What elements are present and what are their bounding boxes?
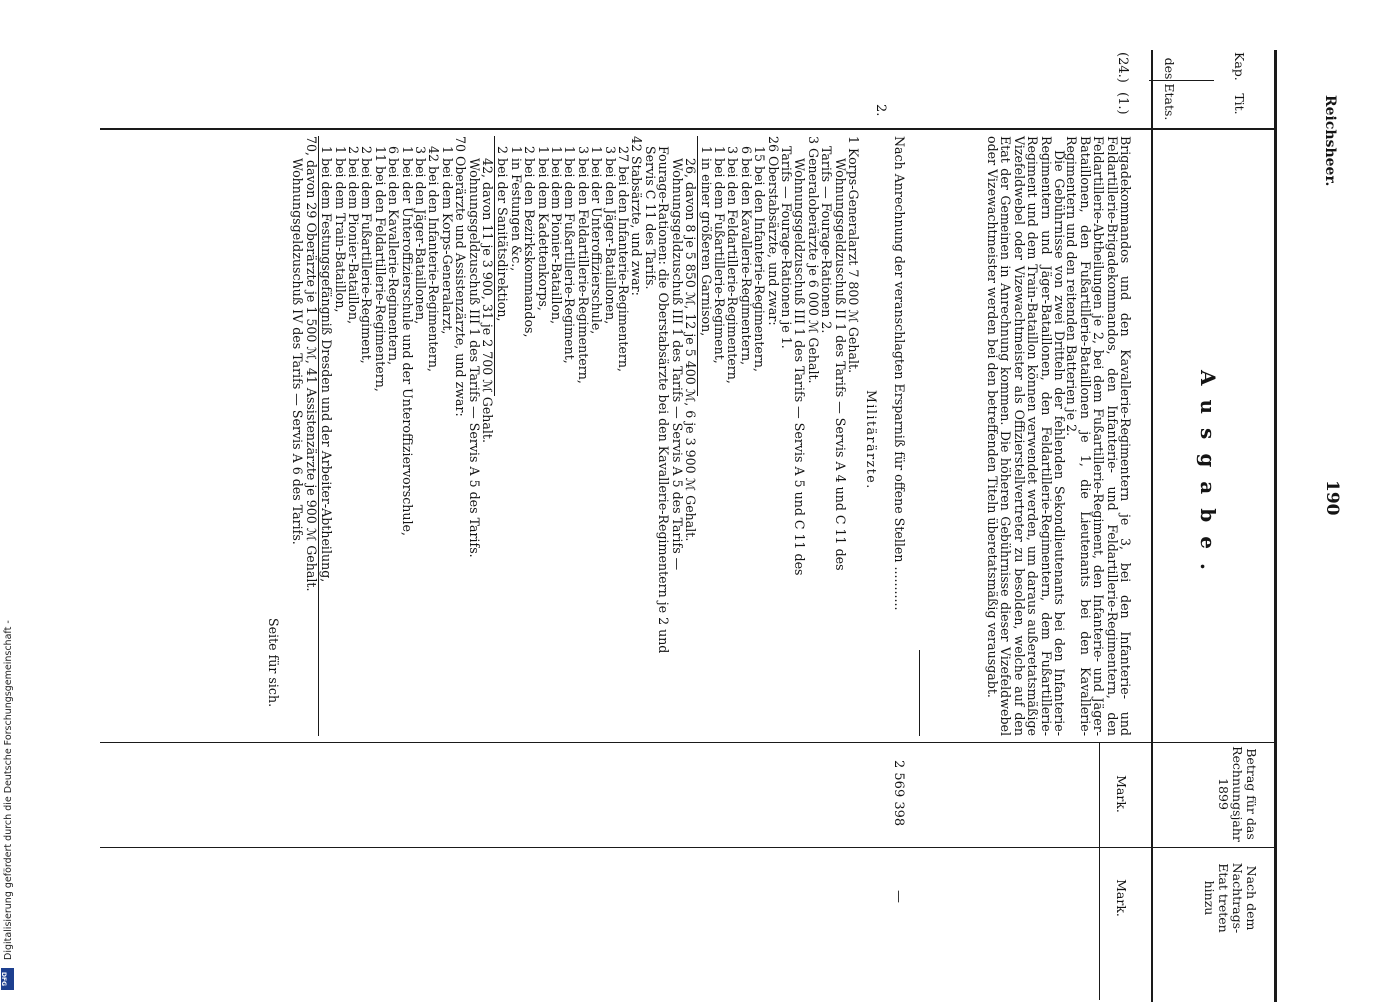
list-item: 26, davon 8 je 5 850 ℳ, 12 je 5 400 ℳ, 6 je 3 900 ℳ Gehalt. [683, 158, 699, 542]
list-item: 3 bei den Feldartillerie-Regimentern, [575, 146, 591, 384]
list-item: Tarifs — Fourage-Rationen je 1. [778, 146, 794, 349]
list-item: 3 bei den Jäger-Bataillonen, [413, 146, 428, 325]
betrag-column-rule [100, 742, 1275, 743]
intro-paragraph-1: Brigadekommandos und den Kavallerie-Regimentern je 3, bei den Infanterie- und Feldartillerie-Brigadekommandos, den Infanterie- und Feldartillerie-Regimentern, den Feldartillerie-Abtheilungen je 2, bei dem Fußartillerie-Regiment, den Infanterie- und Jäger-Bataillonen, den Fußartillerie-Bataillonen je 1, die Lieutenants bei den Kavallerie-Regimentern und den reitenden Batterien je 2. [1064, 136, 1133, 736]
list-item: 27 bei den Infanterie-Regimentern, [616, 146, 632, 373]
list-item: Fourage-Rationen: die Oberstabsärzte bei den Kavallerie-Regimentern je 2 und [656, 146, 672, 654]
militaeraerzte-heading: Militärärzte. [864, 390, 879, 490]
ersparnis-line: Nach Anrechnung der veranschlagten Ersparniß für offene Stellen ........... [892, 136, 907, 611]
column-betrag-header: Betrag für das Rechnungsjahr 1899 [1216, 746, 1259, 842]
tit-label: Tit. [1232, 93, 1247, 115]
header-bottom-rule [1151, 50, 1153, 1002]
list-item: 1 bei dem Korps-Generalarzt, [439, 146, 455, 335]
list-item: Wohnungsgeldzuschuß III 1 des Tarifs — Servis A 5 des Tarifs — [669, 158, 685, 571]
list-item: 3 Generaloberärzte je 6 000 ℳ Gehalt. [805, 136, 821, 384]
section-title: Ausgabe. [1196, 370, 1220, 584]
column-nachtrag-header: Nach dem Nachtrags-Etat treten hinzu [1202, 862, 1259, 934]
list-item: 1 bei dem Train-Bataillon, [332, 146, 348, 313]
militaeraerzte-list [291, 136, 860, 736]
digitization-strip [0, 600, 14, 1000]
ersparnis-amount: 2 569 398 [891, 760, 906, 827]
kap-tit-divider [1149, 80, 1214, 81]
list-item: 42 Stabsärzte, und zwar: [629, 136, 645, 296]
des-etats-label: des Etats. [1162, 57, 1177, 121]
list-item: 1 Korps-Generalarzt 7 800 ℳ Gehalt. [846, 136, 861, 374]
list-item: 70, davon 29 Oberärzte je 1 500 ℳ, 41 Assistenzärzte je 900 ℳ Gehalt. [303, 136, 319, 592]
list-item: 1 in Festungen &c., [508, 146, 524, 272]
list-item: 1 bei der Unteroffizierschule, [589, 146, 605, 335]
list-item: 1 in einer größeren Garnison, [697, 136, 712, 396]
ersparnis-nachtrag: — [891, 890, 906, 903]
list-item: 11 bei den Feldartillerie-Regimentern, [372, 146, 388, 392]
digitization-note: Digitalisierung gefördert durch die Deutsche Forschungsgemeinschaft - [3, 620, 14, 960]
list-item: 2 bei der Sanitätsdirektion, [494, 136, 509, 396]
list-item: 15 bei den Infanterie-Regimentern, [752, 146, 768, 373]
list-item: 6 bei den Kavallerie-Regimentern, [386, 146, 402, 366]
list-item: 2 bei den Bezirkskommandos, [522, 146, 538, 338]
mark-units-rule [1099, 742, 1100, 1000]
list-item: 1 bei dem Kadettenkorps, [535, 146, 551, 311]
list-item: 1 bei der Unteroffizierschule und der Unteroffiziervorschule, [399, 146, 415, 536]
list-item: Wohnungsgeldzuschuß III 1 des Tarifs — Servis A 5 und C 11 des [792, 158, 808, 576]
list-item: 70 Oberärzte und Assistenzärzte, und zwar: [453, 136, 469, 417]
running-head: Reichsheer. [1322, 95, 1338, 187]
list-item: 1 bei dem Festungsgefängniß Dresden und der Arbeiter-Abtheilung, [318, 136, 333, 736]
kap-value: (24.) [1115, 52, 1130, 83]
list-item: Wohnungsgeldzuschuß III 1 des Tarifs — Servis A 5 des Tarifs. [466, 158, 482, 558]
list-item: 2 bei dem Pionier-Bataillon, [345, 146, 361, 325]
left-column-rule [100, 128, 1275, 130]
kap-label: Kap. [1232, 52, 1247, 81]
list-item: 1 bei dem Pionier-Bataillon, [549, 146, 565, 325]
top-rule [1275, 50, 1278, 1002]
list-item: 1 bei dem Fußartillerie-Regiment, [562, 146, 578, 364]
list-item: 42 bei den Infanterie-Regimentern, [426, 146, 442, 373]
list-item: Tarifs — Fourage-Rationen 2. [819, 146, 835, 334]
list-item: Wohnungsgeldzuschuß IV des Tarifs — Servis A 6 des Tarifs. [290, 158, 306, 545]
catchword: Seite für sich. [266, 618, 281, 708]
list-item: 2 bei dem Fußartillerie-Regiment, [359, 146, 375, 364]
dfg-logo: DFG [1, 968, 14, 990]
column-nachtrag-unit: Mark. [1114, 879, 1129, 917]
nachtrag-column-rule [100, 847, 1275, 848]
tit-value: (1.) [1115, 92, 1130, 115]
list-item: Wohnungsgeldzuschuß II 1 des Tarifs — Servis A 4 und C 11 des [832, 158, 848, 571]
column-betrag-unit: Mark. [1114, 775, 1129, 813]
list-item: 42, davon 11 je 3 900, 31 je 2 700 ℳ Gehalt. [480, 158, 496, 444]
page-number: 190 [1322, 480, 1342, 516]
list-item: Servis C 11 des Tarifs. [642, 146, 658, 290]
list-item: 26 Oberstabsärzte, und zwar: [765, 136, 781, 326]
list-item: 6 bei den Kavallerie-Regimentern, [738, 146, 754, 366]
intro-paragraph-2: Die Gebührnisse von zwei Dritteln der fehlenden Sekondlieutenants bei den Infanterie-Regimentern und Jäger-Bataillonen, den Feldartillerie-Regimentern, dem Fußartillerie-Regiment und dem Train-Bataillon können verwendet werden, um daraus außeretatsmäßige Vizefeldwebel oder Vizewachtmeister als Offizierstellvertreter zu besolden, welche auf den Etat der Gemeinen in Anrechnung kommen. Die höheren Gebührnisse dieser Vizefeldwebel oder Vizewachtmeister werden bei den betreffenden Titeln überetatsmäßig verausgabt. [984, 136, 1067, 736]
ersparnis-rule [919, 650, 920, 736]
list-item: 3 bei den Jäger-Bataillonen, [602, 146, 618, 325]
list-item: 1 bei dem Fußartillerie-Regiment, [711, 146, 727, 364]
item-number: 2. [873, 104, 888, 117]
list-item: 3 bei den Feldartillerie-Regimentern, [725, 146, 741, 384]
